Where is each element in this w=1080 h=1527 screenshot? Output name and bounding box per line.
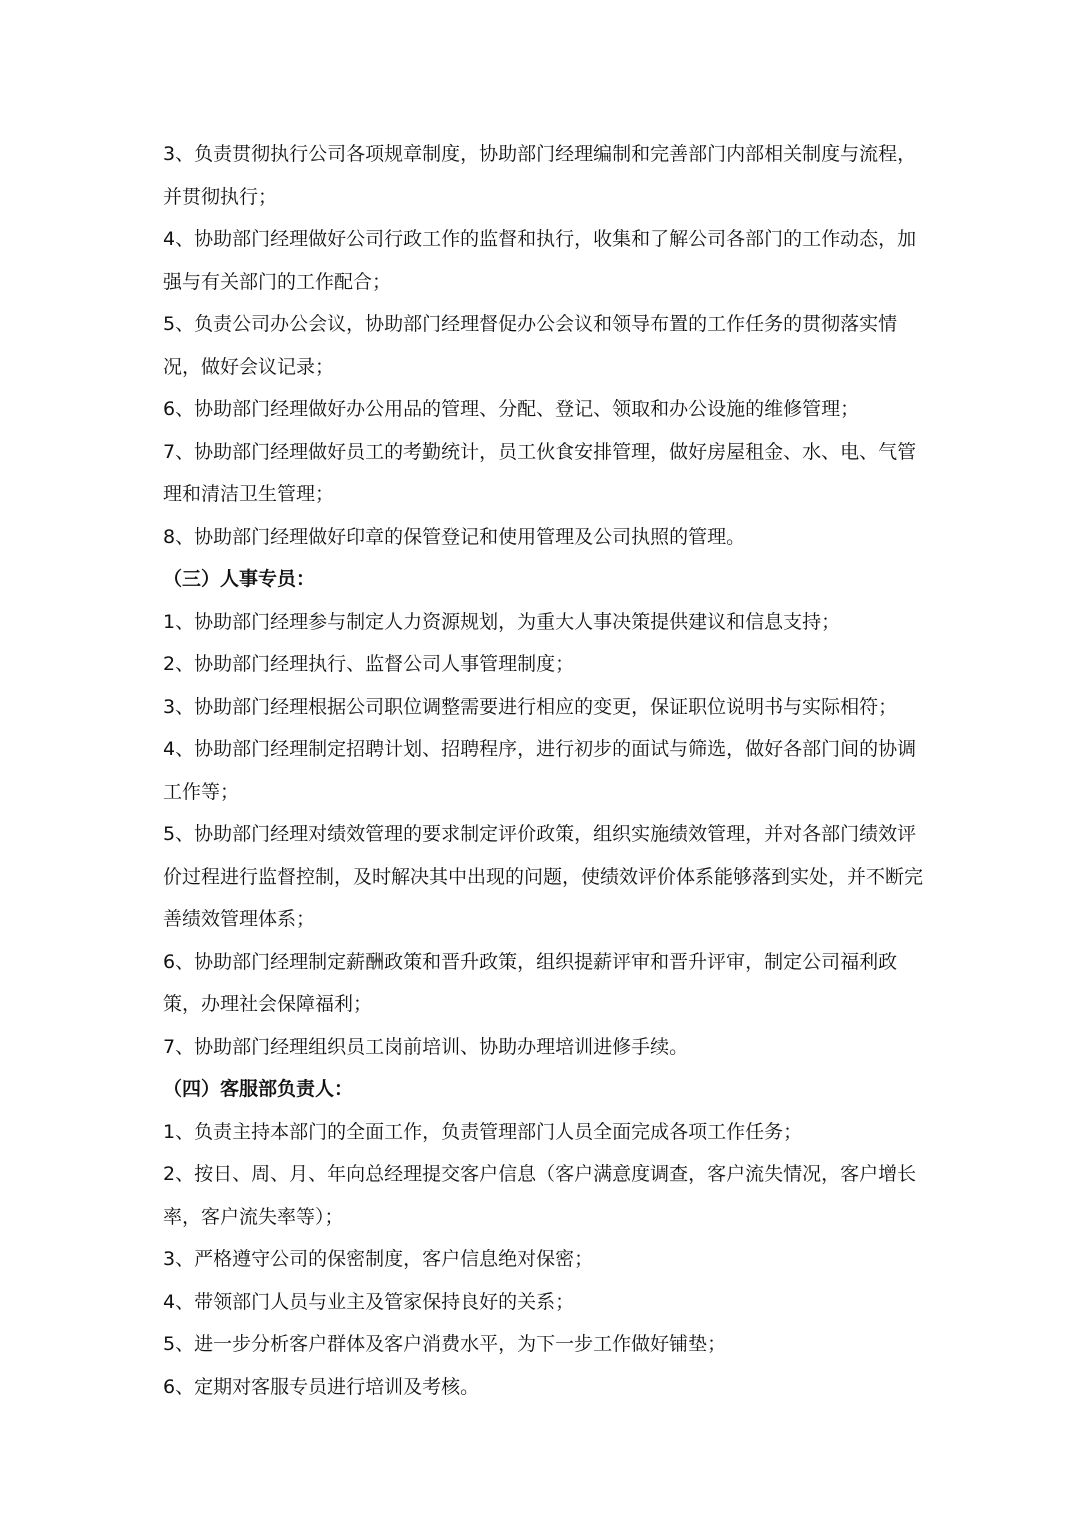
paragraph-hr-item-7: 7、协助部门经理组织员工岗前培训、协助办理培训进修手续。 <box>163 1035 689 1058</box>
paragraph-cs-item-3: 3、严格遵守公司的保密制度，客户信息绝对保密； <box>163 1248 594 1270</box>
paragraph-hr-item-3: 3、协助部门经理根据公司职位调整需要进行相应的变更，保证职位说明书与实际相符； <box>163 695 898 718</box>
paragraph-hr-item-2: 2、协助部门经理执行、监督公司人事管理制度； <box>163 653 575 675</box>
document-body <box>163 133 923 1408</box>
paragraph-hr-item-6: 6、协助部门经理制定薪酬政策和晋升政策，组织提薪评审和晋升评审，制定公司福利政策，办理社会保障福利； <box>163 950 898 1015</box>
paragraph-hr-item-5: 5、协助部门经理对绩效管理的要求制定评价政策，组织实施绩效管理，并对各部门绩效评价过程进行监督控制，及时解决其中出现的问题，使绩效评价体系能够落到实处，并不断完善绩效管理体系； <box>163 823 924 930</box>
paragraph-hr-item-4: 4、协助部门经理制定招聘计划、招聘程序，进行初步的面试与筛选，做好各部门间的协调工作等； <box>163 738 917 803</box>
section-heading-hr-specialist: （三）人事专员： <box>163 568 316 590</box>
paragraph-admin-item-6: 6、协助部门经理做好办公用品的管理、分配、登记、领取和办公设施的维修管理； <box>163 398 860 420</box>
paragraph-admin-item-3: 3、负责贯彻执行公司各项规章制度，协助部门经理编制和完善部门内部相关制度与流程，并贯彻执行； <box>163 143 917 208</box>
section-heading-customer-service-lead: （四）客服部负责人： <box>163 1078 354 1100</box>
paragraph-hr-item-1: 1、协助部门经理参与制定人力资源规划，为重大人事决策提供建议和信息支持； <box>163 610 841 633</box>
paragraph-admin-item-4: 4、协助部门经理做好公司行政工作的监督和执行，收集和了解公司各部门的工作动态，加强与有关部门的工作配合； <box>163 228 917 293</box>
paragraph-cs-item-6: 6、定期对客服专员进行培训及考核。 <box>163 1375 480 1398</box>
paragraph-cs-item-5: 5、进一步分析客户群体及客户消费水平，为下一步工作做好铺垫； <box>163 1333 727 1355</box>
paragraph-admin-item-7: 7、协助部门经理做好员工的考勤统计，员工伙食安排管理，做好房屋租金、水、电、气管理和清洁卫生管理； <box>163 440 917 505</box>
paragraph-cs-item-4: 4、带领部门人员与业主及管家保持良好的关系； <box>163 1290 575 1313</box>
paragraph-cs-item-2: 2、按日、周、月、年向总经理提交客户信息（客户满意度调查，客户流失情况，客户增长率，客户流失率等）； <box>163 1163 917 1228</box>
paragraph-admin-item-5: 5、负责公司办公会议，协助部门经理督促办公会议和领导布置的工作任务的贯彻落实情况，做好会议记录； <box>163 313 898 378</box>
paragraph-admin-item-8: 8、协助部门经理做好印章的保管登记和使用管理及公司执照的管理。 <box>163 525 746 548</box>
paragraph-cs-item-1: 1、负责主持本部门的全面工作，负责管理部门人员全面完成各项工作任务； <box>163 1120 803 1143</box>
